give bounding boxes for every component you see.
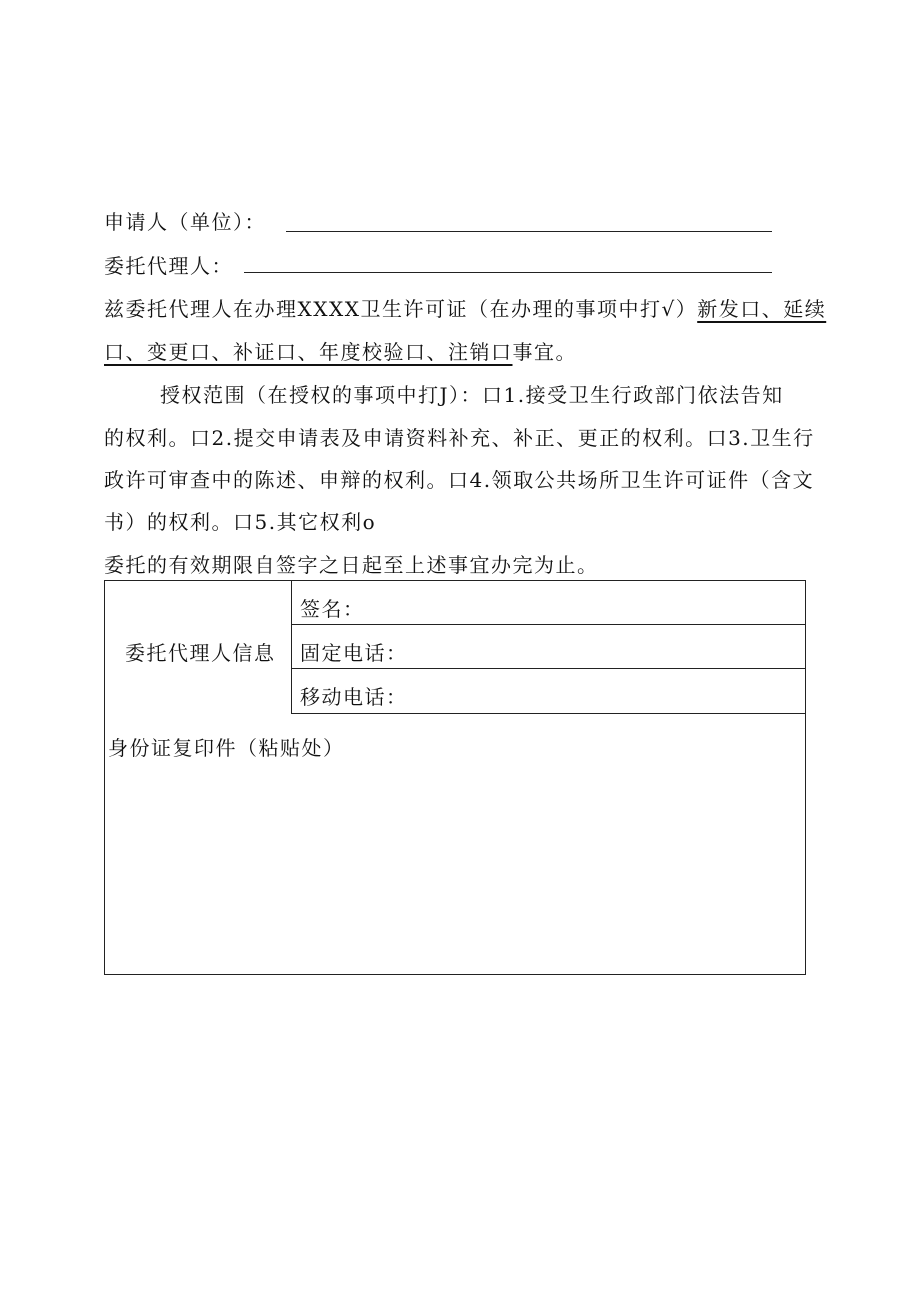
applicant-blank-line[interactable]: [286, 231, 772, 232]
agent-info-header-cell: [105, 581, 292, 714]
delegation-items-line2: 口、变更口、补证口、年度校验口、注销口: [104, 340, 513, 364]
scope-line-3: 政许可审查中的陈述、申辩的权利。口4.领取公共场所卫生许可证件（含文: [104, 468, 815, 492]
agent-info-label: 委托代理人信息: [125, 641, 276, 665]
landline-row[interactable]: [292, 625, 805, 669]
agent-blank-line[interactable]: [244, 272, 772, 273]
applicant-label: 申请人（单位）：: [104, 210, 266, 234]
scope-line-1: 授权范围（在授权的事项中打J）：口1.接受卫生行政部门依法告知: [160, 383, 784, 407]
delegation-paragraph: [104, 299, 826, 319]
id-copy-paste-area[interactable]: [105, 714, 805, 974]
agent-info-table: [104, 580, 806, 975]
scope-line-2: 的权利。口2.提交申请表及申请资料补充、补正、更正的权利。口3.卫生行: [104, 426, 815, 450]
validity-statement: 委托的有效期限自签字之日起至上述事宜办完为止。: [104, 553, 599, 577]
delegation-intro: 兹委托代理人在办理XXXX卫生许可证（在办理的事项中打√）: [104, 297, 698, 321]
delegation-items-line1: 新发口、延续: [697, 297, 827, 321]
delegation-paragraph-line2: [104, 342, 577, 362]
scope-line-4: 书）的权利。口5.其它权利o: [104, 510, 377, 534]
delegation-suffix: 事宜。: [512, 340, 577, 364]
signature-label: 签名：: [300, 597, 365, 621]
agent-label: 委托代理人：: [104, 254, 233, 278]
landline-label: 固定电话：: [300, 641, 408, 665]
mobile-row[interactable]: [292, 669, 805, 714]
mobile-label: 移动电话：: [300, 685, 408, 709]
id-copy-label: 身份证复印件（粘贴处）: [108, 736, 345, 760]
signature-row[interactable]: [292, 581, 805, 625]
